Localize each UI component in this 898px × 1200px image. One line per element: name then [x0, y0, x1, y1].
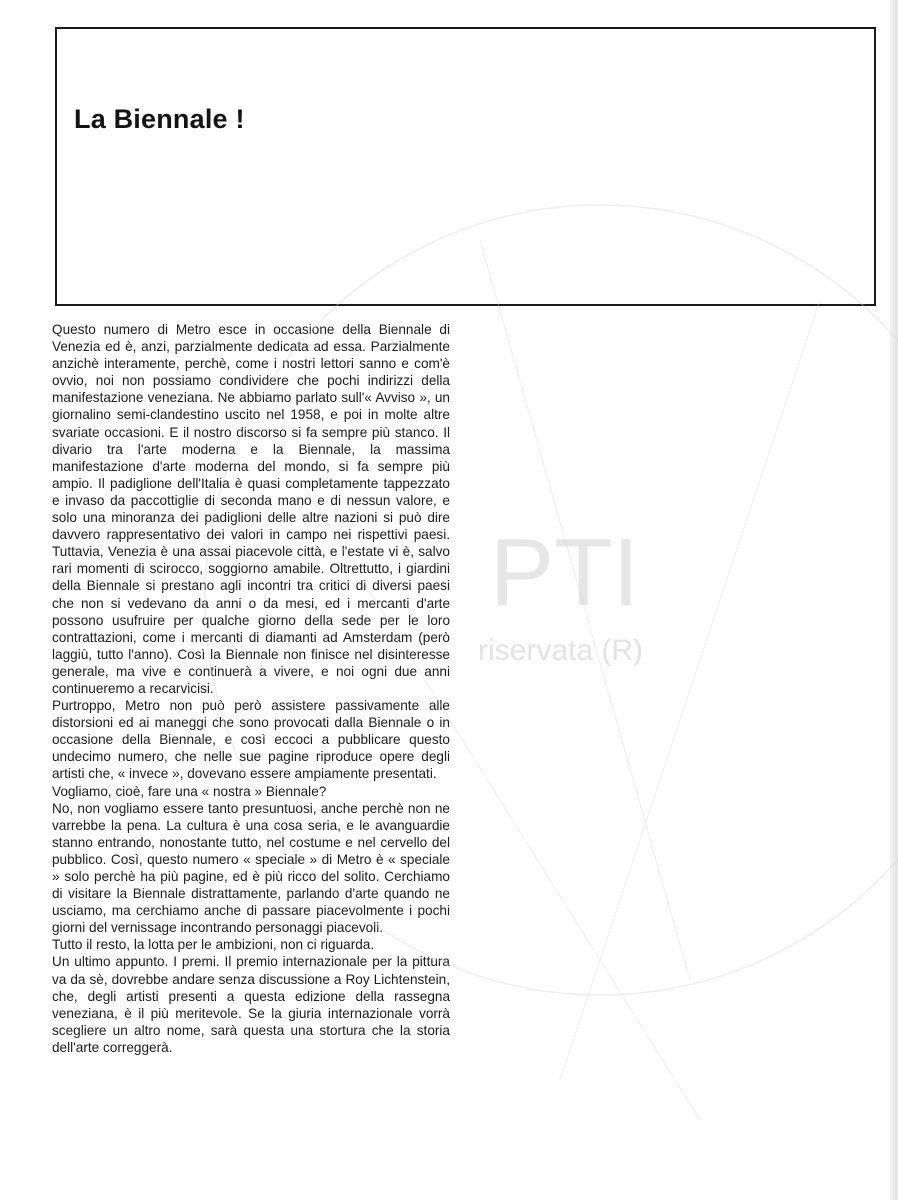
title-box — [55, 27, 876, 306]
article-paragraph: Un ultimo appunto. I premi. Il premio internazionale per la pittura va da sè, dovrebbe andare senza discussione a Roy Lichtenstein, che, degli artisti presenti a questa edizione della rassegna veneziana, è il più meritevole. Se la giuria internazionale vorrà scegliere un altro nome, sarà questa una stortura che la storia dell'arte correggerà. — [52, 954, 450, 1055]
watermark-line — [560, 300, 820, 1080]
page-title: La Biennale ! — [74, 104, 245, 134]
page-edge — [890, 0, 898, 1200]
watermark-notice-text: riservata (R) — [478, 634, 644, 667]
article-paragraph: Vogliamo, cioè, fare una « nostra » Biennale? — [52, 783, 327, 799]
watermark-logo-text: PTI — [490, 519, 640, 626]
article-paragraph: No, non vogliamo essere tanto presuntuosi, anche perchè non ne varrebbe la pena. La cultura è una cosa seria, e le avanguardie stanno entrando, nonostante tutto, nel costume e nel cervello del pubblico. Così, questo numero « speciale » di Metro è « speciale » solo perchè ha più pagine, ed è più ricco del solito. Cerchiamo di visitare la Biennale distrattamente, parlando d'arte quando ne usciamo, ma cerchiamo anche di passare piacevolmente i pochi giorni del vernissage incontrando personaggi piacevoli. — [52, 800, 450, 936]
article-paragraph: Purtroppo, Metro non può però assistere passivamente alle distorsioni ed ai maneggi che sono provocati dalla Biennale o in occasione della Biennale, e così eccoci a pubblicare questo undecimo numero, che nelle sue pagine riproduce opere degli artisti che, « invece », dovevano essere ampiamente presentati. — [52, 698, 450, 782]
article-paragraph: Questo numero di Metro esce in occasione della Biennale di Venezia ed è, anzi, parzialmente dedicata ad essa. Parzialmente anzichè interamente, perchè, come i nostri lettori sanno e com'è ovvio, noi non possiamo condividere che pochi indirizzi della manifestazione veneziana. Ne abbiamo parlato sull'« Avviso », un giornalino semi-clandestino uscito nel 1958, e poi in molte altre svariate occasioni. E il nostro discorso si fa sempre più stanco. Il divario tra l'arte moderna e la Biennale, la massima manifestazione d'arte moderna del mondo, si fa sempre più ampio. Il padiglione dell'Italia è quasi completamente tappezzato e invaso da paccottiglie di seconda mano e di nessun valore, e solo una minoranza dei padiglioni delle altre nazioni si può dire davvero rappresentativo dei valori in campo nei rispettivi paesi. Tuttavia, Venezia è una assai piacevole città, e l'estate vi è, salvo rari momenti di scirocco, soggiorno amabile. Oltrettutto, i giardini della Biennale si prestano agli incontri tra critici di diversi paesi che non si vedevano da anni o da mesi, ed i mercanti d'arte possono usufruire per qualche giorno della sede per le loro contrattazioni, come i mercanti di diamanti ad Amsterdam (però laggiù, tutto l'anno). Così la Biennale non finisce nel disinteresse generale, ma vive e continuerà a vivere, e noi ogni due anni continueremo a recarvicisi. — [52, 322, 450, 696]
article-body — [52, 321, 450, 1056]
watermark-line — [480, 240, 690, 980]
article-paragraph: Tutto il resto, la lotta per le ambizioni, non ci riguarda. — [52, 937, 375, 953]
